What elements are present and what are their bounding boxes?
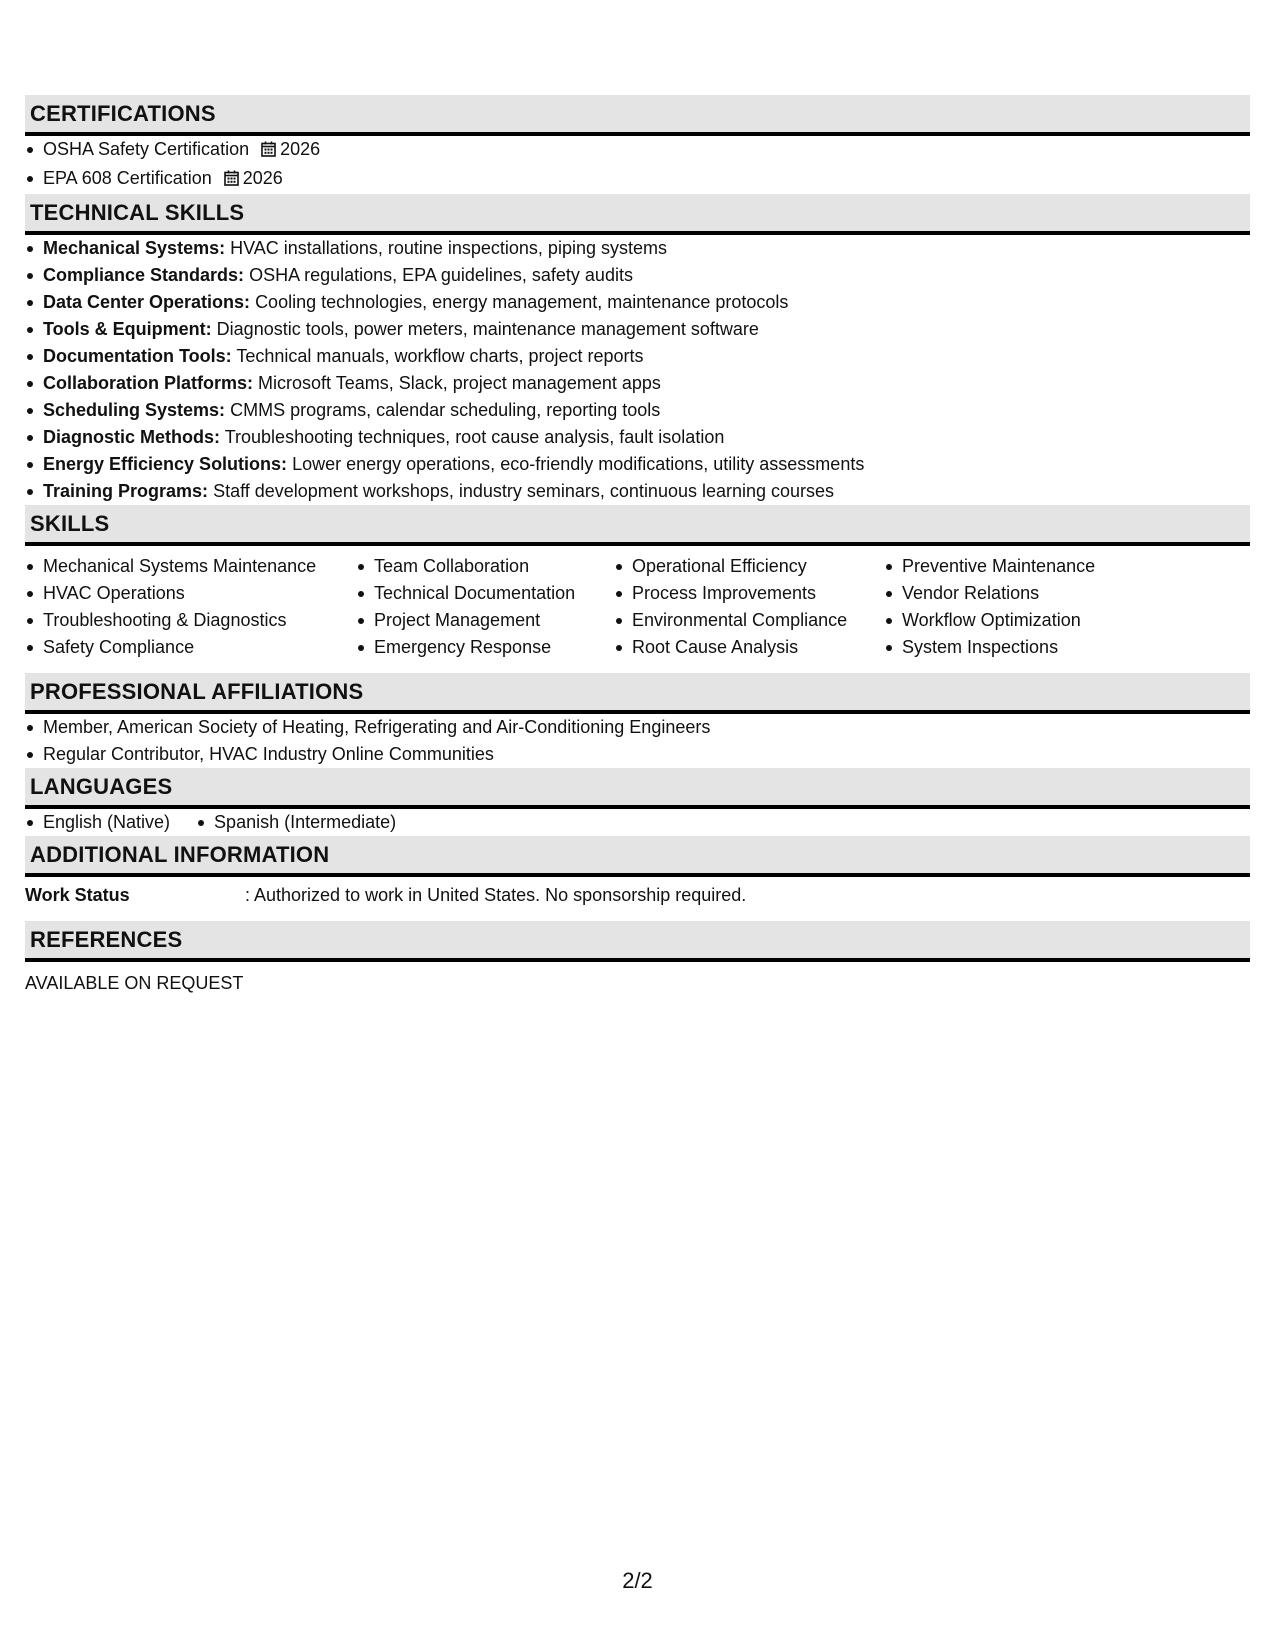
skills-column <box>25 553 356 661</box>
skill-category-label: Collaboration Platforms: <box>43 373 254 393</box>
list-item: Member, American Society of Heating, Refrigerating and Air-Conditioning Engineers <box>25 714 1250 741</box>
languages-heading: LANGUAGES <box>25 768 1250 809</box>
list-item <box>25 451 1250 478</box>
list-item: Team Collaboration <box>356 553 614 580</box>
list-item <box>25 478 1250 505</box>
list-item <box>25 316 1250 343</box>
skill-category-label: Documentation Tools: <box>43 346 232 366</box>
additional-info-section <box>25 836 1250 921</box>
list-item: Preventive Maintenance <box>884 553 1164 580</box>
technical-skills-heading: TECHNICAL SKILLS <box>25 194 1250 235</box>
affiliations-heading: PROFESSIONAL AFFILIATIONS <box>25 673 1250 714</box>
calendar-icon <box>224 167 239 194</box>
list-item <box>25 136 1250 165</box>
list-item: Workflow Optimization <box>884 607 1164 634</box>
list-item <box>25 262 1250 289</box>
skill-category-text: CMMS programs, calendar scheduling, reporting tools <box>230 400 661 420</box>
skills-column <box>356 553 614 661</box>
skill-category-text: OSHA regulations, EPA guidelines, safety audits <box>249 265 633 285</box>
list-item: English (Native) <box>25 809 170 836</box>
certifications-heading: CERTIFICATIONS <box>25 95 1250 136</box>
skill-category-label: Data Center Operations: <box>43 292 251 312</box>
work-status-row <box>25 877 1250 921</box>
skill-category-text: Cooling technologies, energy management, maintenance protocols <box>255 292 789 312</box>
skill-category-text: Technical manuals, workflow charts, project reports <box>236 346 644 366</box>
skill-category-label: Scheduling Systems: <box>43 400 226 420</box>
skill-category-text: Troubleshooting techniques, root cause analysis, fault isolation <box>224 427 725 447</box>
list-item: Spanish (Intermediate) <box>196 809 396 836</box>
affiliations-list <box>25 714 1250 768</box>
resume-page <box>25 95 1250 997</box>
list-item: Emergency Response <box>356 634 614 661</box>
work-status-value: : Authorized to work in United States. No sponsorship required. <box>245 885 747 905</box>
references-section <box>25 921 1250 997</box>
skills-column <box>884 553 1164 661</box>
list-item <box>25 235 1250 262</box>
certifications-section <box>25 95 1250 194</box>
list-item: Technical Documentation <box>356 580 614 607</box>
skill-category-label: Tools & Equipment: <box>43 319 212 339</box>
list-item <box>25 397 1250 424</box>
list-item <box>25 289 1250 316</box>
list-item <box>25 424 1250 451</box>
list-item: Operational Efficiency <box>614 553 884 580</box>
affiliations-section <box>25 673 1250 768</box>
certification-year: 2026 <box>242 168 283 188</box>
skill-category-text: Diagnostic tools, power meters, maintenance management software <box>216 319 759 339</box>
skills-heading: SKILLS <box>25 505 1250 546</box>
technical-skills-section <box>25 194 1250 505</box>
skills-column <box>614 553 884 661</box>
list-item: Mechanical Systems Maintenance <box>25 553 356 580</box>
languages-section <box>25 768 1250 836</box>
certification-name: EPA 608 Certification <box>43 168 212 188</box>
skill-category-text: Lower energy operations, eco-friendly modifications, utility assessments <box>292 454 865 474</box>
list-item: Process Improvements <box>614 580 884 607</box>
list-item: Root Cause Analysis <box>614 634 884 661</box>
work-status-label: Work Status <box>25 885 130 905</box>
list-item: Safety Compliance <box>25 634 356 661</box>
list-item: HVAC Operations <box>25 580 356 607</box>
skills-section <box>25 505 1250 673</box>
references-heading: REFERENCES <box>25 921 1250 962</box>
references-text: AVAILABLE ON REQUEST <box>25 973 244 993</box>
page-number: 2/2 <box>622 1568 653 1593</box>
certification-year: 2026 <box>280 139 321 159</box>
skills-grid <box>25 546 1250 673</box>
certification-name: OSHA Safety Certification <box>43 139 250 159</box>
list-item: System Inspections <box>884 634 1164 661</box>
skill-category-text: HVAC installations, routine inspections, piping systems <box>230 238 667 258</box>
skill-category-label: Energy Efficiency Solutions: <box>43 454 288 474</box>
list-item <box>25 165 1250 194</box>
skill-category-text: Staff development workshops, industry seminars, continuous learning courses <box>213 481 835 501</box>
skill-category-label: Diagnostic Methods: <box>43 427 221 447</box>
languages-list <box>25 809 1250 836</box>
list-item: Environmental Compliance <box>614 607 884 634</box>
skill-category-label: Training Programs: <box>43 481 209 501</box>
calendar-icon <box>261 138 276 165</box>
technical-skills-list <box>25 235 1250 505</box>
list-item: Regular Contributor, HVAC Industry Online Communities <box>25 741 1250 768</box>
certifications-list <box>25 136 1250 194</box>
additional-info-heading: ADDITIONAL INFORMATION <box>25 836 1250 877</box>
skill-category-label: Compliance Standards: <box>43 265 245 285</box>
skill-category-text: Microsoft Teams, Slack, project management apps <box>258 373 661 393</box>
skill-category-label: Mechanical Systems: <box>43 238 226 258</box>
list-item: Project Management <box>356 607 614 634</box>
list-item: Troubleshooting & Diagnostics <box>25 607 356 634</box>
list-item: Vendor Relations <box>884 580 1164 607</box>
list-item <box>25 370 1250 397</box>
list-item <box>25 343 1250 370</box>
